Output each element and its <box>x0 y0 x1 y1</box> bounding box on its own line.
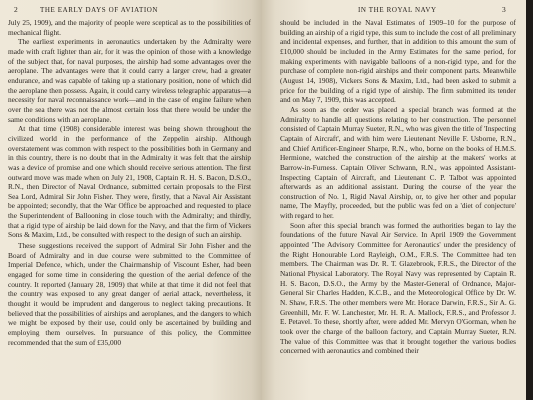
left-page-body <box>8 18 251 347</box>
running-head-left: THE EARLY DAYS OF AVIATION <box>40 6 159 14</box>
paragraph: As soon as the order was placed a special branch was formed at the Admiralty to handle all questions relating to her construction. The personnel consisted of Captain Murray Sueter, R.N., who was given the title of 'Inspecting Captain of Aircraft', and with him were Lieutenant Neville F. Usborne, R.N., and Chief Artificer-Engineer Sharpe, R.N., who, borne on the books of H.M.S. Hermione, watched the construction of the airship at the makers' works at Barrow-in-Furness. Captain Oliver Schwann, R.N., was appointed Assistant-Inspecting Captain of Aircraft, and Lieutenant C. P. Talbot was appointed afterwards as an additional assistant. During the course of the year the construction of No. 1, Rigid Naval Airship, or, to give her other and popular name, The Mayfly, proceeded, but the public was fed on a 'diet of conjecture' with regard to her. <box>280 104 516 221</box>
page-number-right: 3 <box>502 5 506 14</box>
running-head-right: IN THE ROYAL NAVY <box>358 6 437 14</box>
page-number-left: 2 <box>14 5 18 14</box>
dark-background-edge <box>526 0 533 400</box>
paragraph: Soon after this special branch was formed the authorities began to lay the foundations of the future Naval Air Service. In April 1909 the Government appointed 'The Advisory Committee for Aeronautics' under the presidency of the Right Honourable Lord Rayleigh, O.M., F.R.S. The Committee had ten members. The Chairman was Dr. R. T. Glazebrook, F.R.S., the Director of the National Physical Laboratory. The Royal Navy was represented by Captain R. H. S. Bacon, D.S.O., the Army by the Master-General of Ordnance, Major-General Sir Charles Hadden, K.C.B., and the Meteorological Office by Dr. W. N. Shaw, F.R.S. The other members were Mr. Horace Darwin, F.R.S., Sir A. G. Greenhill, Mr. F. W. Lanchester, Mr. H. R. A. Mallock, F.R.S., and Professor J. E. Petavel. To these, shortly after, were added Mr. Mervyn O'Gorman, when he took over the charge of the balloon factory, and Captain Murray Sueter, R.N. The value of this Committee was that it brought together the various bodies concerned with aeronautics and combined their <box>280 220 516 356</box>
paragraph: These suggestions received the support of Admiral Sir John Fisher and the Board of Admiralty and in due course were submitted to the Committee of Imperial Defence, which, under the Chairmanship of Viscount Esher, had been engaged for some time in considering the question of the aerial defence of the country. It reported (January 28, 1909) that while at that time it did not feel that the country was exposed to any great danger of aerial attack, nevertheless, it thought it would be imprudent and dangerous to neglect taking precautions. It believed that the possibilities of airships and aeroplanes, and the dangers to which we might be exposed by their use, could only be ascertained by building and employing them ourselves. In pursuance of this policy, the Committee recommended that the sum of £35,000 <box>8 241 251 347</box>
left-page <box>0 0 262 400</box>
right-page-body <box>280 18 516 356</box>
right-page <box>262 0 526 400</box>
paragraph: At that time (1908) considerable interest was being shown throughout the civilized world in the performance of the Zeppelin airship. Although overstatement was common with respect to the possibilities both in Germany and in this country, there is no doubt that in the Admiralty it was felt that the airship was a device of promise and one which should receive serious attention. The first outward move was made when on July 21, 1908, Captain R. H. S. Bacon, D.S.O., R.N., then Director of Naval Ordnance, submitted certain proposals to the First Sea Lord, Admiral Sir John Fisher. They were, firstly, that a Naval Air Assistant be appointed; secondly, that the War Office be approached and requested to place the Superintendent of Ballooning in close touch with the Admiralty; and thirdly, that a rigid type of airship be laid down for the Navy, and that the firm of Vickers Sons & Maxim, Ltd., be consulted with respect to the design of such an airship. <box>8 124 251 240</box>
paragraph: The earliest experiments in aeronautics undertaken by the Admiralty were made with craft lighter than air, for it was the opinion of those with a knowledge of the subject that, for naval purposes, the airship had some advantages over the aeroplane. The advantages were that it could carry a larger crew, had a greater endurance, and was capable of taking up a stationary position, none of which did the aeroplane then possess. Again, it could carry wireless telegraphic apparatus—a necessity for naval reconnaissance work—and in the case of engine failure when over the sea there was not the almost certain loss that there would be under the same conditions with an aeroplane. <box>8 37 251 124</box>
paragraph: July 25, 1909), and the majority of people were sceptical as to the possibilities of mechanical flight. <box>8 18 251 37</box>
paragraph: should be included in the Naval Estimates of 1909–10 for the purpose of building an airship of a rigid type, this sum to include the cost of all preliminary and incidental expenses, and further, that in addition to this amount the sum of £10,000 should be included in the Army Estimates for the same period, for making experiments with navigable balloons of a non-rigid type, and for the purchase of complete non-rigid airships and their component parts. Meanwhile (August 14, 1908), Vickers Sons & Maxim, Ltd., had been asked to submit a price for the building of a rigid type of airship. The firm submitted its tender and on May 7, 1909, this was accepted. <box>280 18 516 105</box>
